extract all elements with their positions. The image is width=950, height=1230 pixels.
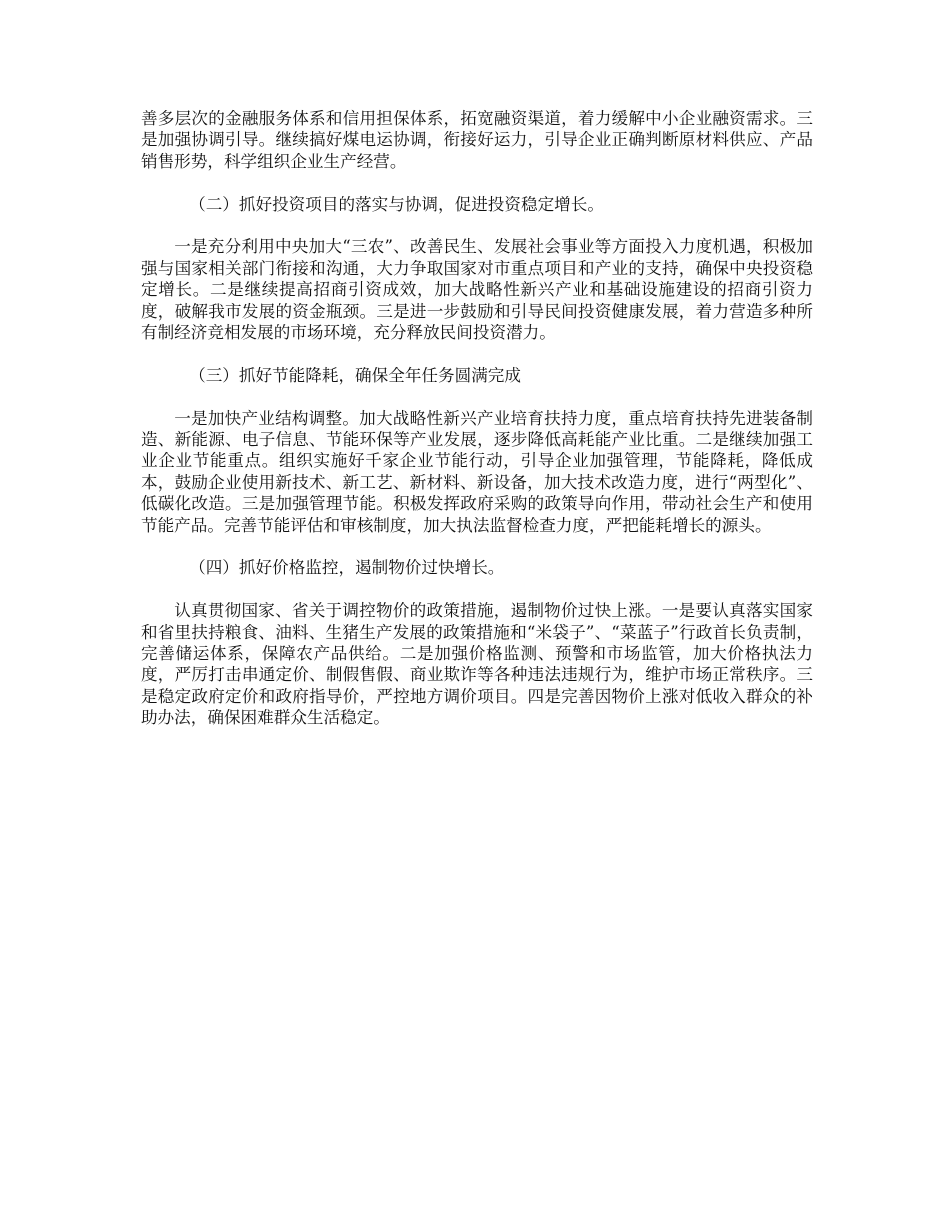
section-heading-investment: （二）抓好投资项目的落实与协调，促进投资稳定增长。 xyxy=(189,194,604,214)
document-body xyxy=(141,108,813,750)
section-heading-price-control: （四）抓好价格监控，遏制物价过快增长。 xyxy=(189,558,505,578)
paragraph-continuation: 善多层次的金融服务体系和信用担保体系，拓宽融资渠道，着力缓解中小企业融资需求。三是加强协调引导。继续搞好煤电运协调，衔接好运力，引导企业正确判断原材料供应、产品销售形势，科学组织企业生产经营。 xyxy=(141,109,813,171)
section-heading-energy-saving: （三）抓好节能降耗，确保全年任务圆满完成 xyxy=(189,365,521,385)
paragraph-energy-saving: 一是加快产业结构调整。加大战略性新兴产业培育扶持力度，重点培育扶持先进装备制造、新能源、电子信息、节能环保等产业发展，逐步降低高耗能产业比重。二是继续加强工业企业节能重点。组织实施好千家企业节能行动，引导企业加强管理，节能降耗，降低成本，鼓励企业使用新技术、新工艺、新材料、新设备，加大技术改造力度，进行“两型化”、低碳化改造。三是加强管理节能。积极发挥政府采购的政策导向作用，带动社会生产和使用节能产品。完善节能评估和审核制度，加大执法监督检查力度，严把能耗增长的源头。 xyxy=(141,408,813,535)
paragraph-price-control: 认真贯彻国家、省关于调控物价的政策措施，遏制物价过快上涨。一是要认真落实国家和省里扶持粮食、油料、生猪生产发展的政策措施和“米袋子”、“菜蓝子”行政首长负责制，完善储运体系，保障农产品供给。二是加强价格监测、预警和市场监管，加大价格执法力度，严厉打击串通定价、制假售假、商业欺诈等各种违法违规行为，维护市场正常秩序。三是稳定政府定价和政府指导价，严控地方调价项目。四是完善因物价上涨对低收入群众的补助办法，确保困难群众生活稳定。 xyxy=(141,601,813,728)
paragraph-investment: 一是充分利用中央加大“三农”、改善民生、发展社会事业等方面投入力度机遇，积极加强与国家相关部门衔接和沟通，大力争取国家对市重点项目和产业的支持，确保中央投资稳定增长。二是继续提高招商引资成效，加大战略性新兴产业和基础设施建设的招商引资力度，破解我市发展的资金瓶颈。三是进一步鼓励和引导民间投资健康发展，着力营造多种所有制经济竞相发展的市场环境，充分释放民间投资潜力。 xyxy=(141,237,813,343)
